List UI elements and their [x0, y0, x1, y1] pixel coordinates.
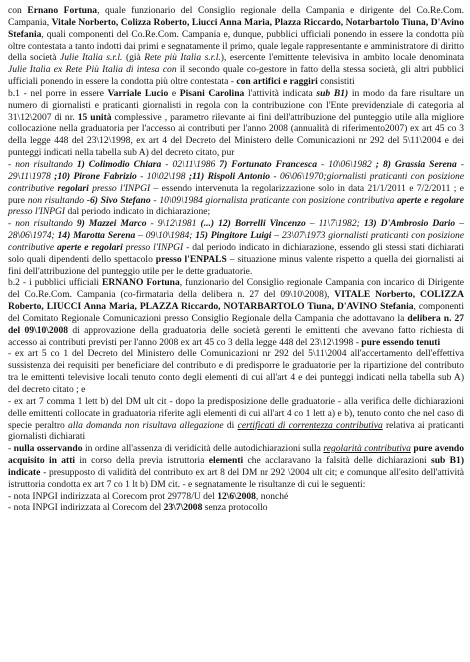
text-run: ), esercente l'emittente televisiva in ambito locale denominata [220, 52, 465, 64]
text-run: non risultando [15, 218, 77, 230]
text-run: (...) 12) Borrelli Vincenzo [200, 218, 306, 230]
text-run: - [8, 218, 16, 230]
text-run: - [8, 158, 16, 170]
text-run: b.2 - i pubblici ufficiali [8, 277, 102, 289]
text-run: 1) Colimodio Chiara [76, 158, 162, 170]
text-run: sub B1) indicate [8, 455, 464, 478]
text-run: , funzionario del Consiglio regionale Campania con incarico di Dirigente del Co.Re.Com. Campania (co-firmataria della delibera n. 27 del 09\10\2008), [8, 277, 464, 301]
text-run: in corso della previa istruttoria [75, 455, 209, 467]
text-run: aperte e regolari [57, 241, 123, 253]
text-run: – essendo intervenuta la regolarizzazione solo in data 21/1/2011 e 7/2/2011 ; e pure [8, 182, 464, 206]
text-run: - 9\12\1981 [146, 218, 201, 230]
text-run: l'attività indicata [244, 87, 317, 99]
text-run: , componenti del Comitato Regionale Comunicazioni presso Consiglio Regionale della Campania che adottavano la [8, 301, 464, 324]
text-run: – 09\10\1984; [135, 230, 196, 242]
text-run: 14) Marotta Serena [57, 230, 136, 242]
text-run: senza protocollo [202, 502, 268, 514]
text-run: , quale funzionario del Consiglio regionale della Campania e dirigente del Co.Re.Com. Campania, [8, 5, 465, 28]
text-run: pure essendo tenuti [361, 336, 441, 348]
document-paragraph [8, 502, 464, 514]
text-run: - nota INPGI indirizzata al Corecom del [8, 502, 164, 514]
text-run: Julie Italia s.r.l. [60, 52, 123, 64]
text-run: il secondo quale co-gestore in fatto della stessa società, gli altri pubblici ufficiali ponendo in essere la condotta più oltre contestata - [8, 64, 464, 88]
text-run: b.1 - nel porre in essere [8, 87, 108, 99]
text-run: - 06\06\1970;giornalisti praticanti con posizione contributive [8, 170, 465, 194]
text-run: - 29\11\1978 [8, 158, 464, 182]
text-run: (già [122, 52, 145, 64]
text-run: che acclaravano la falsità delle dichiarazioni [243, 455, 431, 467]
text-run: Julie Italia ex Rete Più Italia di intesa con [8, 64, 177, 76]
text-run: 7) Fortunato Francesca [219, 158, 317, 170]
text-run: – situazione minus valente rispetto a quella dei giornalisti ai fini dell'attribuzione del punteggio utile per le dette graduatorie. [8, 253, 465, 277]
text-run: 15 unità [77, 111, 112, 123]
document-paragraph [8, 348, 464, 395]
text-run: Rete più Italia s.r.l. [144, 52, 221, 64]
text-run: -6) Sivo Stefano [86, 194, 151, 206]
text-run: elementi [208, 455, 244, 467]
text-run: nulla osservando [13, 443, 83, 455]
text-run: aperte e regolare [396, 194, 464, 206]
text-run: Ernano Fortuna [27, 5, 98, 16]
text-run: complessive , parametro rilevante ai fini dell'attribuzione del punteggio utile alla migliore collocazione nella graduatoria per l'accesso ai contributi per l'anno 2008 (annualità di riferimento2007) ex art 45 co 3 della legge 448 del 23\12\1998, ex art 4 del Decreto del Ministero delle Comunicazioni nr 292 del 5\11\2004 e dei punteggi indicati nella tabella sub A) del decreto citato, pur [8, 111, 464, 159]
text-run: - 10\09\1984 giornalista praticante con posizione contributiva [150, 194, 397, 206]
text-run: Vitale Norberto, Colizza Roberto, Liucci Anna Maria, Plazza Riccardo, Notarbartolo Tiuna, D'Avino Stefania [8, 16, 464, 40]
text-run: alla domanda non risultava allegazione [68, 419, 224, 431]
text-run: regolarità contributiva [323, 443, 411, 455]
text-run: 23\7\2008 [163, 502, 203, 514]
text-run: ;10) Pirone Fabrizio [54, 170, 137, 182]
text-run: relativa ai praticanti giornalisti dichiarati [8, 419, 465, 443]
text-run: consistiti [317, 76, 355, 88]
text-run: – 11\7\1982; [305, 218, 364, 230]
text-run: - dal periodo indicato in dichiarazione, essendo gli stessi stati dichiarati solo quali dipendenti dello spettacolo [8, 241, 464, 265]
text-run: di [223, 419, 238, 431]
document-paragraph [8, 218, 464, 277]
text-run: ERNANO Fortuna [102, 277, 180, 289]
text-run: dal periodo indicato in dichiarazione; [65, 206, 211, 218]
text-run: con artifici e raggiri [236, 76, 318, 88]
text-run: certificati di correntezza contributiva [237, 419, 383, 431]
text-run: - ex art 7 comma 1 lett b) del DM ult cit - dopo la predisposizione delle graduatorie - alla verifica delle dichiarazioni delle emittenti collocate in graduatoria riferite agli elementi di cui all'art 4 co 1 lett a) e b), tenuto conto che nel caso di specie peraltro [8, 395, 464, 431]
text-run: - 02\11\1986 [161, 158, 220, 170]
text-run: non risultando [15, 158, 77, 170]
text-run: presso l'INPGI [122, 241, 184, 253]
text-run: presso l'INPGI [8, 206, 66, 218]
text-run: ;11) Rispoli Antonio [188, 170, 271, 182]
text-run: Varriale Lucio [107, 87, 169, 99]
document-paragraph [8, 88, 464, 159]
text-run: VITALE Norberto, COLIZZA Roberto, LIUCCI Anna Maria, PLAZZA Riccardo, NOTARBARTOLO Tiuna, D'AVINO Stefania [8, 289, 465, 313]
text-run: – 28\06\1974; [8, 218, 465, 242]
document-paragraph [8, 443, 464, 490]
text-run: presso l'ENPALS [155, 253, 227, 265]
text-run: - 10\06\1982 [317, 158, 376, 170]
text-run: 15) Pingitore Luigi [195, 230, 272, 242]
text-run: presso l'INPGI [88, 182, 151, 194]
document-paragraph [8, 277, 464, 348]
text-run: – 23\07\1973 giornalisti praticanti con posizione contributive [8, 230, 464, 253]
text-run: sub B1) [316, 87, 349, 99]
text-run: e [168, 87, 180, 99]
text-run: 12\6\2008 [217, 490, 256, 502]
document-paragraph [8, 491, 464, 503]
document-paragraph [8, 159, 464, 218]
text-run: regolari [57, 182, 89, 194]
document-paragraph [8, 396, 464, 443]
text-run: 13) D'Ambrosio Dario [363, 218, 456, 230]
text-run: con [8, 5, 28, 16]
text-run: Pisani Carolina [179, 87, 245, 99]
text-run: - ex art 5 co 1 del Decreto del Ministero delle Comunicazioni nr 292 del 5\11\2004 all'accertamento dell'effettiva sussistenza dei requisiti per beneficiare del contributo e di predisporre le graduatorie per la ripartizione del contributo tra le emittenti televisive locali tenuto conto degli elementi di cui all'art 4 e dei punteggi indicati nella tabella sub A) del decreto citato ; e [8, 348, 464, 395]
document-paragraph [8, 5, 464, 88]
text-run: in ordine all'assenza di veridicità delle autodichiarazioni sulla [82, 443, 324, 455]
text-run: non risultando [27, 194, 87, 206]
text-run: , quali componenti del Co.Re.Com. Campania e, dunque, pubblici ufficiali ponendo in essere la condotta più oltre contestata a tanto indotti dai primi e segnatamente il primo, quale legale rappresentante e amministratore di diritto della società [8, 28, 464, 64]
text-run: di approvazione della graduatoria delle società gerenti le emittenti che avevano fatto richiesta di accesso ai contributi previsti per l'anno 2008 ex art 45 co 3 della legge 448 del 23\12\1998 - [8, 324, 464, 348]
text-run: delibera n. 27 del 09\10\2008 [8, 312, 464, 336]
text-run: , nonché [255, 490, 289, 502]
text-run: - [8, 443, 14, 455]
text-run: 9) Mazzei Marco [76, 218, 147, 230]
text-run: ; 8) Grassia Serena [375, 158, 457, 170]
text-run: - 10\02\198 [136, 170, 189, 182]
text-run: in modo da fare risultare un numero di giornalisti e praticanti giornalisti in regola con la contribuzione con l'Ente previdenziale di categoria al 31\12\2007 di nr. [8, 87, 464, 123]
text-run: pure avendo acquisito in atti [8, 443, 464, 467]
text-run: - presupposto di validità del contributo ex art 8 del DM nr 292 \2004 ult cit; e comunque all'esito dell'attività istruttoria condotta ex art 7 co 1 lt b) DM cit. - e segnatamente le risultanze di cui le seguenti: [8, 466, 464, 490]
text-run: - nota INPGI indirizzata al Corecom prot 29778/U del [8, 490, 218, 502]
